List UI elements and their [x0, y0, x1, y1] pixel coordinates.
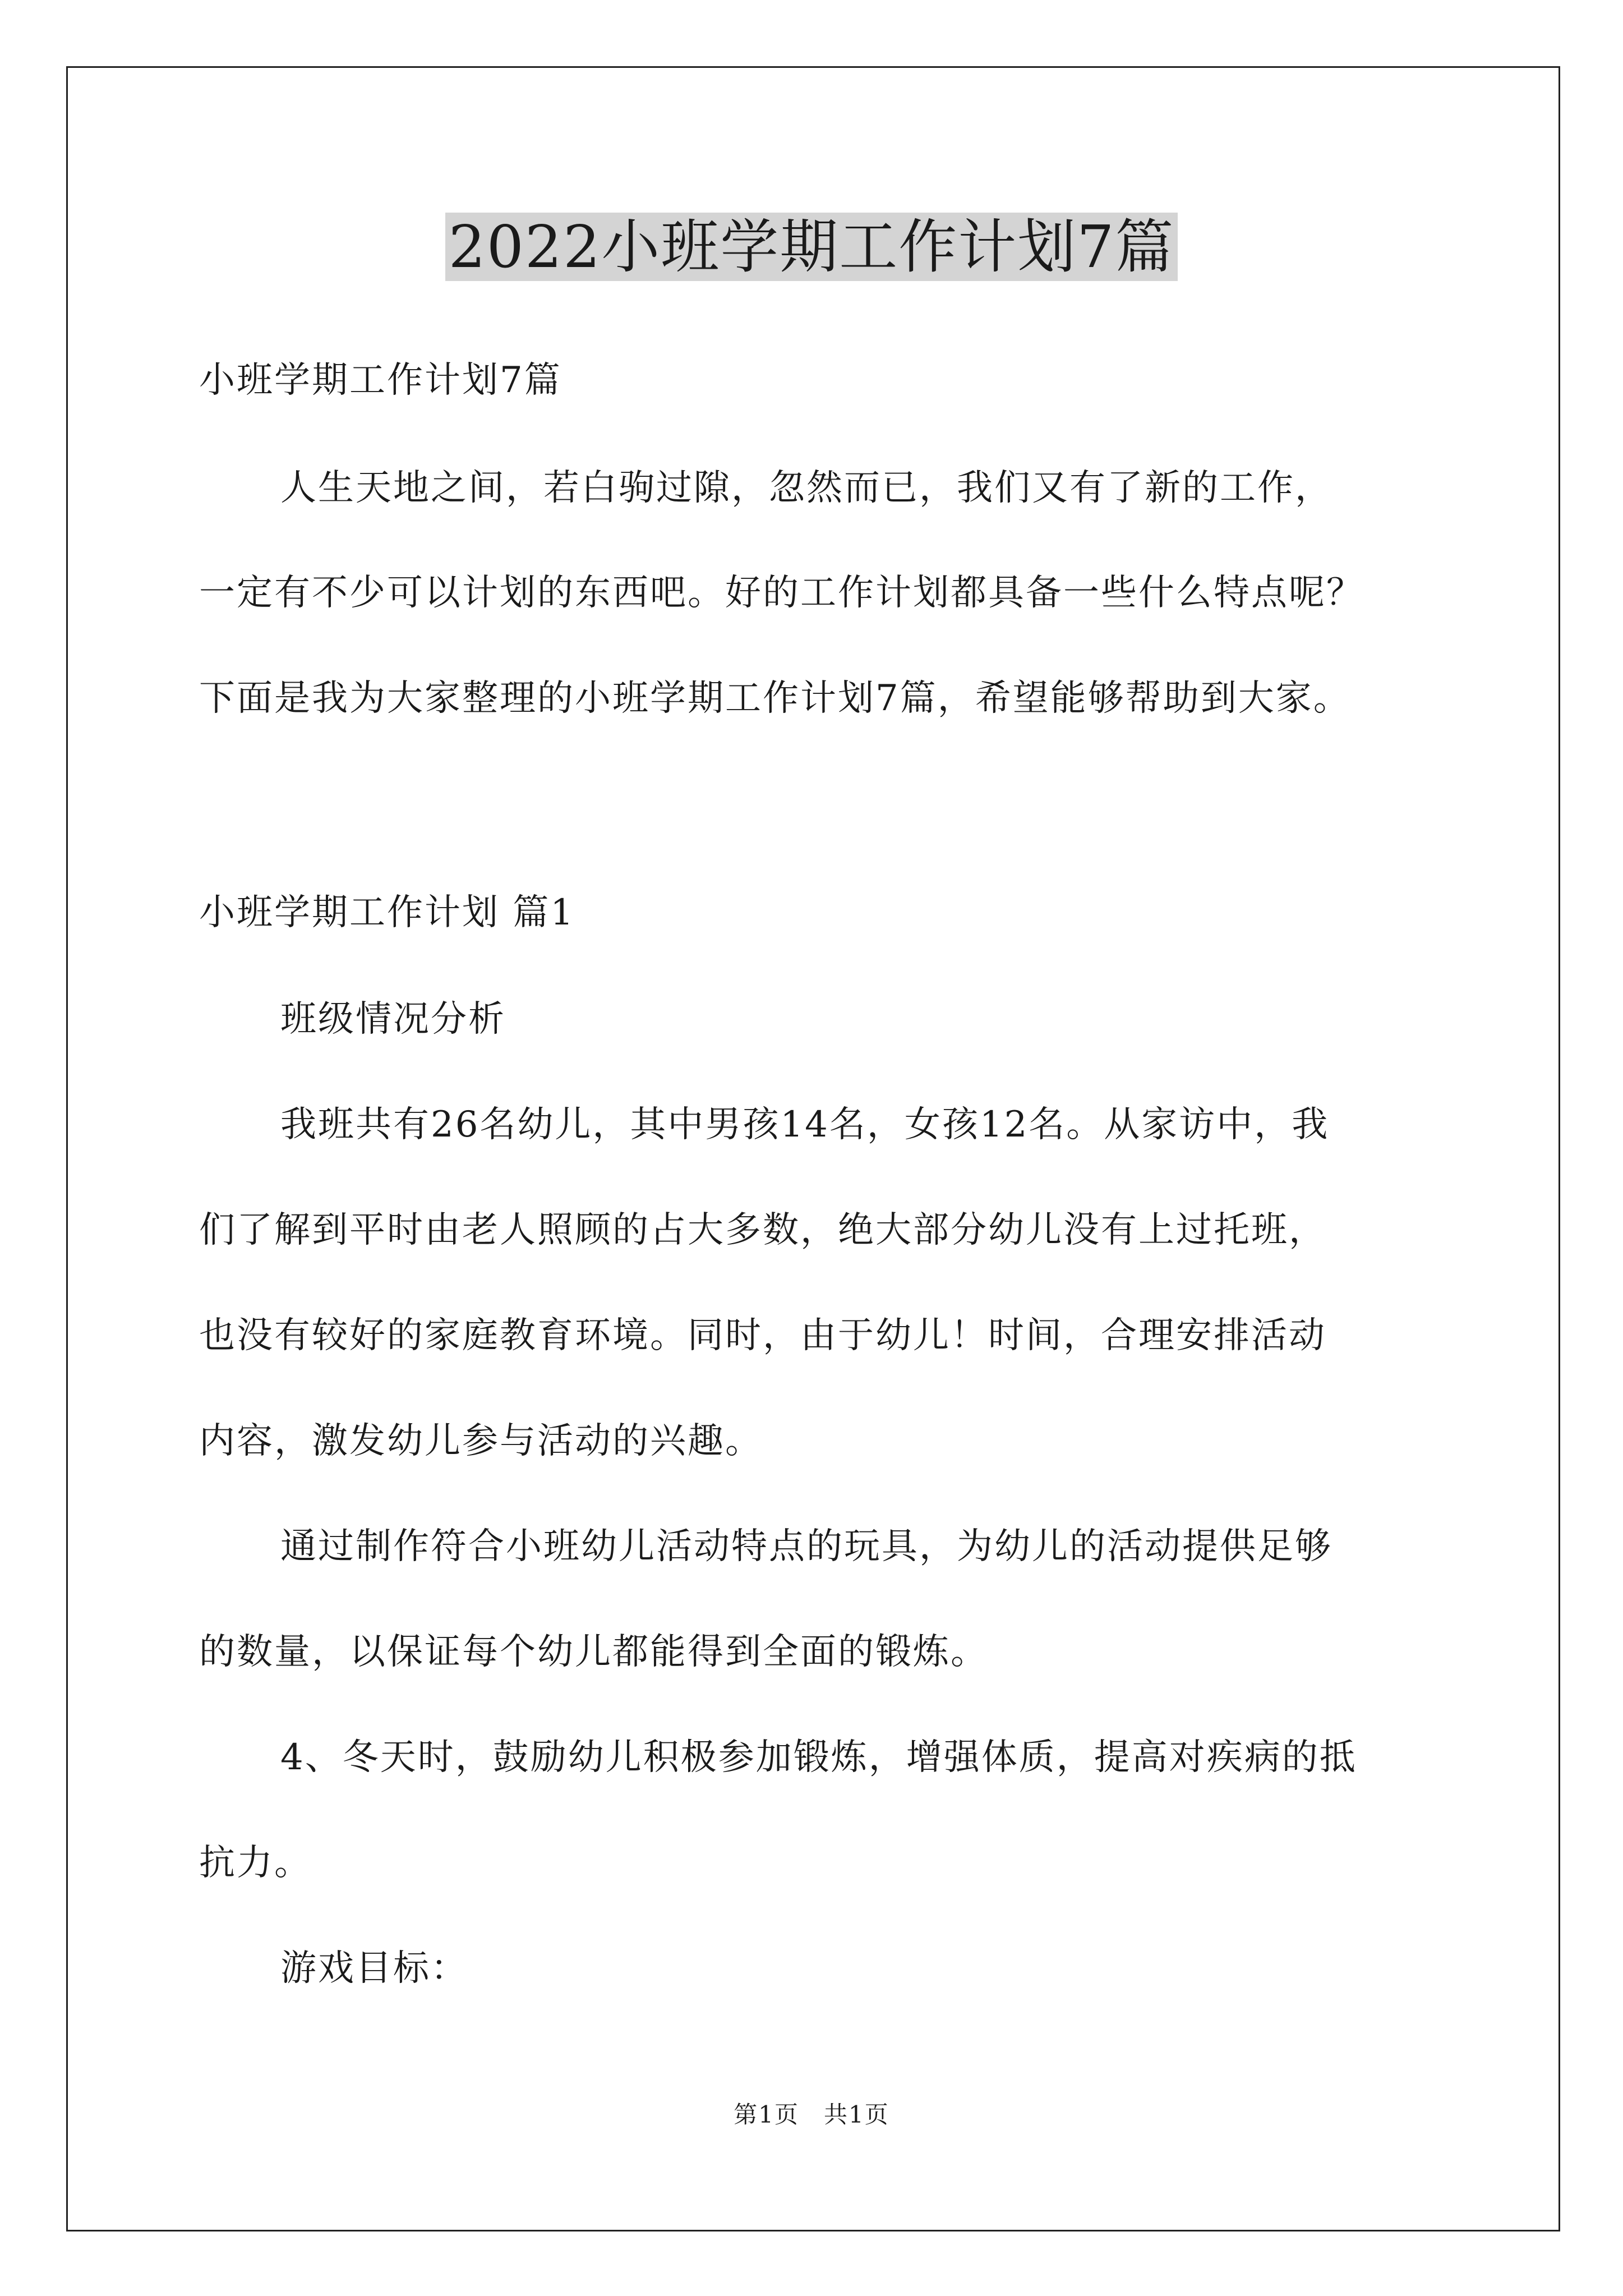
body-line: 4、冬天时，鼓励幼儿积极参加锻炼，增强体质，提高对疾病的抵 — [280, 1737, 1357, 1778]
page-number-footer: 第1页 共1页 — [734, 2101, 889, 2128]
subheading: 班级情况分析 — [280, 999, 506, 1040]
intro-line: 一定有不少可以计划的东西吧。好的工作计划都具备一些什么特点呢？ — [199, 572, 1364, 614]
document-title — [0, 208, 1623, 286]
body-line: 内容，激发幼儿参与活动的兴趣。 — [199, 1420, 763, 1462]
document-subtitle: 小班学期工作计划7篇 — [199, 360, 562, 401]
body-line: 我班共有26名幼儿，其中男孩14名，女孩12名。从家访中，我 — [280, 1104, 1330, 1145]
body-line: 抗力。 — [199, 1842, 312, 1884]
section-heading: 小班学期工作计划 篇1 — [199, 892, 575, 933]
body-line: 的数量，以保证每个幼儿都能得到全面的锻炼。 — [199, 1631, 988, 1673]
document-title-text: 2022小班学期工作计划7篇 — [445, 213, 1178, 281]
intro-line: 人生天地之间，若白驹过隙，忽然而已，我们又有了新的工作， — [280, 467, 1332, 509]
body-line: 们了解到平时由老人照顾的占大多数，绝大部分幼儿没有上过托班， — [199, 1209, 1326, 1251]
body-line: 也没有较好的家庭教育环境。同时，由于幼儿！时间，合理安排活动 — [199, 1315, 1326, 1356]
intro-line: 下面是我为大家整理的小班学期工作计划7篇，希望能够帮助到大家。 — [199, 678, 1351, 719]
body-line: 通过制作符合小班幼儿活动特点的玩具，为幼儿的活动提供足够 — [280, 1526, 1332, 1567]
body-line: 游戏目标： — [280, 1948, 468, 1989]
